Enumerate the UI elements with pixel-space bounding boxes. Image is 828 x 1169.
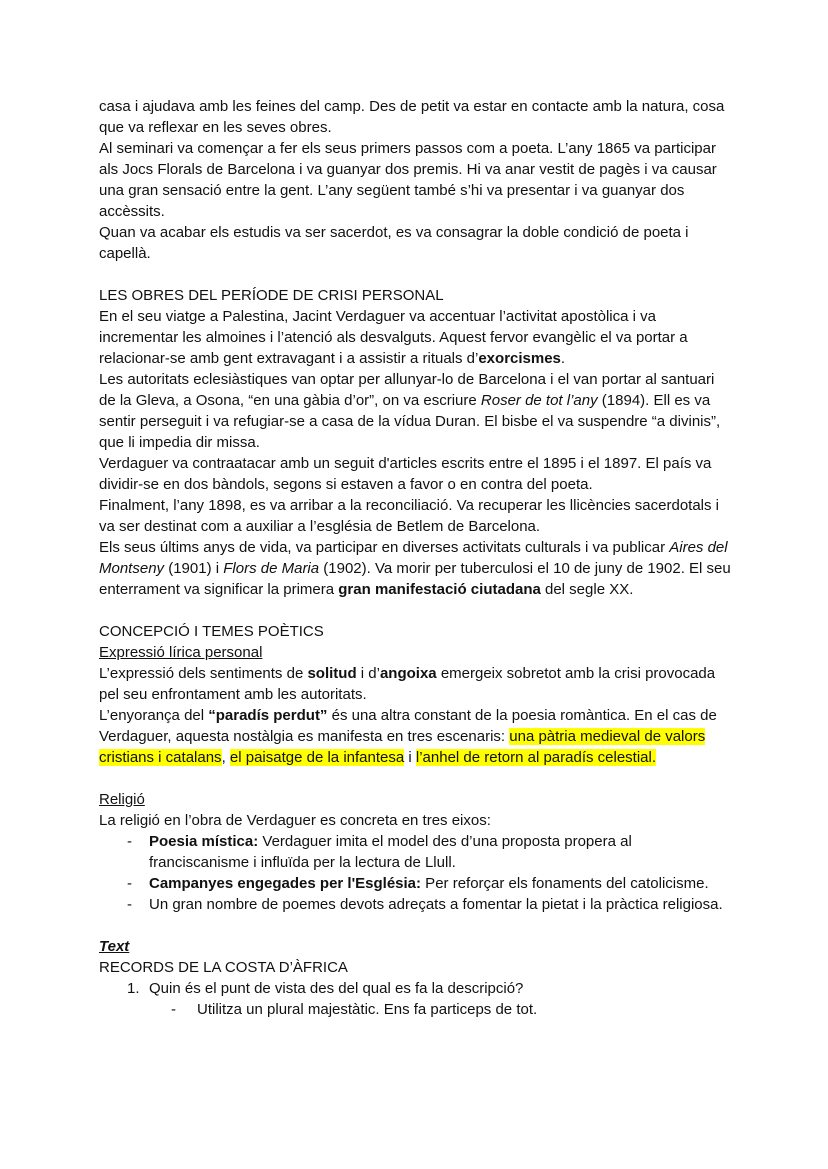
subsection-heading — [99, 642, 732, 663]
text-paragraph — [99, 537, 732, 600]
text-run: Els seus últims anys de vida, va participar en diverses activitats culturals i va publicar — [99, 539, 670, 556]
text-run: Quin és el punt de vista des del qual es fa la descripció? — [149, 980, 524, 997]
subsection-heading — [99, 789, 732, 810]
text-run: Text — [99, 938, 130, 955]
text-run: La religió en l’obra de Verdaguer es concreta en tres eixos: — [99, 812, 491, 829]
section-heading — [99, 957, 732, 978]
text-run: Utilitza un plural majestàtic. Ens fa particeps de tot. — [197, 1001, 538, 1018]
text-run: (1901) i — [164, 560, 224, 577]
text-run: CONCEPCIÓ I TEMES POÈTICS — [99, 623, 324, 640]
text-paragraph — [99, 705, 732, 768]
text-paragraph — [99, 96, 732, 138]
highlighted-text: una pàtria medieval de valors cristians i catalans — [99, 728, 706, 766]
text-run: gran manifestació ciutadana — [338, 581, 541, 598]
text-paragraph — [99, 663, 732, 705]
blank-line — [99, 264, 732, 285]
text-run: solitud — [307, 665, 357, 682]
text-run: L’expressió dels sentiments de — [99, 665, 308, 682]
text-run: “paradís perdut” — [208, 707, 328, 724]
text-run: (1902). Va morir per tuberculosi el 10 de juny de 1902. El seu enterrament va significar la primera — [99, 560, 731, 598]
text-run: Un gran nombre de poemes devots adreçats a fomentar la pietat i la pràctica religiosa. — [149, 896, 723, 913]
text-run: , — [221, 749, 230, 766]
text-paragraph — [99, 369, 732, 453]
text-run: Al seminari va començar a fer els seus primers passos com a poeta. L’any 1865 va participar als Jocs Florals de Barcelona i va guanyar dos premis. Hi va anar vestit de pagès i va causar una gran sensació entre la gent. L’any següent també s’hi va presentar i va guanyar dos accèssits. — [99, 140, 717, 220]
text-run: . — [560, 350, 566, 367]
text-run: RECORDS DE LA COSTA D’ÀFRICA — [99, 959, 348, 976]
list-item — [99, 978, 732, 999]
list-marker: 1. — [127, 980, 140, 997]
list-item — [99, 894, 732, 915]
blank-line — [99, 600, 732, 621]
text-paragraph — [99, 222, 732, 264]
highlighted-text: el paisatge de la infantesa — [229, 749, 405, 766]
list-marker: - — [171, 1001, 176, 1018]
list-item — [99, 873, 732, 894]
text-run: En el seu viatge a Palestina, Jacint Verdaguer va accentuar l’activitat apostòlica i va incrementar les almoines i l’atenció als desvalguts. Aquest fervor evangèlic el va portar a relacionar-se amb gent extravagant i a assistir a rituals d’ — [99, 308, 688, 367]
text-run: i d’ — [356, 665, 380, 682]
text-run: Roser de tot l’any — [480, 392, 598, 409]
text-run: LES OBRES DEL PERÍODE DE CRISI PERSONAL — [99, 287, 444, 304]
list-item-text — [149, 894, 732, 915]
list-marker: - — [127, 833, 132, 850]
text-run: Verdaguer va contraatacar amb un seguit d'articles escrits entre el 1895 i el 1897. El país va dividir-se en dos bàndols, segons si estaven a favor o en contra del poeta. — [99, 455, 712, 493]
text-paragraph — [99, 810, 732, 831]
list-item-text — [149, 831, 732, 873]
text-run: emergeix sobretot amb la crisi provocada pel seu enfrontament amb les autoritats. — [99, 665, 716, 703]
text-run: casa i ajudava amb les feines del camp. Des de petit va estar en contacte amb la natura, cosa que va reflexar en les seves obres. — [99, 98, 725, 136]
document-content — [99, 96, 732, 1020]
text-paragraph — [99, 453, 732, 495]
text-run: Finalment, l’any 1898, es va arribar a la reconciliació. Va recuperar les llicències sacerdotals i va ser destinat com a auxiliar a l’església de Betlem de Barcelona. — [99, 497, 720, 535]
text-run: Quan va acabar els estudis va ser sacerdot, es va consagrar la doble condició de poeta i capellà. — [99, 224, 689, 262]
text-run: i — [404, 749, 416, 766]
text-paragraph — [99, 306, 732, 369]
text-run: angoixa — [379, 665, 437, 682]
text-run: (1894). Ell es va sentir perseguit i va refugiar-se a casa de la vídua Duran. El bisbe el va suspendre “a divinis”, que li impedia dir missa. — [99, 392, 721, 451]
text-run: Verdaguer imita el model des d’una proposta propera al franciscanisme i influïda per la lectura de Llull. — [149, 833, 632, 871]
section-heading — [99, 621, 732, 642]
list-item — [99, 831, 732, 873]
text-run: exorcismes — [478, 350, 561, 367]
list-item-text — [149, 978, 732, 999]
list-item — [99, 999, 732, 1020]
text-run: Campanyes engegades per l'Església: — [149, 875, 422, 892]
text-run: Expressió lírica personal — [99, 644, 263, 661]
text-run: Les autoritats eclesiàstiques van optar per allunyar-lo de Barcelona i el van portar al santuari de la Gleva, a Osona, “en una gàbia d’or”, on va escriure — [99, 371, 715, 409]
list-marker: - — [127, 896, 132, 913]
text-paragraph — [99, 138, 732, 222]
text-run: L’enyorança del — [99, 707, 209, 724]
text-paragraph — [99, 495, 732, 537]
text-run: Poesia mística: — [149, 833, 259, 850]
subsection-heading — [99, 936, 732, 957]
highlighted-text: l’anhel de retorn al paradís celestial. — [415, 749, 657, 766]
text-run: Per reforçar els fonaments del catolicisme. — [421, 875, 709, 892]
text-run: Religió — [99, 791, 145, 808]
blank-line — [99, 915, 732, 936]
list-marker: - — [127, 875, 132, 892]
list-item-text — [149, 873, 732, 894]
text-run: és una altra constant de la poesia romàntica. En el cas de Verdaguer, aquesta nostàlgia es manifesta en tres escenaris: — [99, 707, 717, 745]
blank-line — [99, 768, 732, 789]
text-run: del segle XX. — [540, 581, 634, 598]
section-heading — [99, 285, 732, 306]
list-item-text — [197, 999, 732, 1020]
text-run: Flors de Maria — [223, 560, 320, 577]
text-run: Aires del Montseny — [99, 539, 728, 577]
